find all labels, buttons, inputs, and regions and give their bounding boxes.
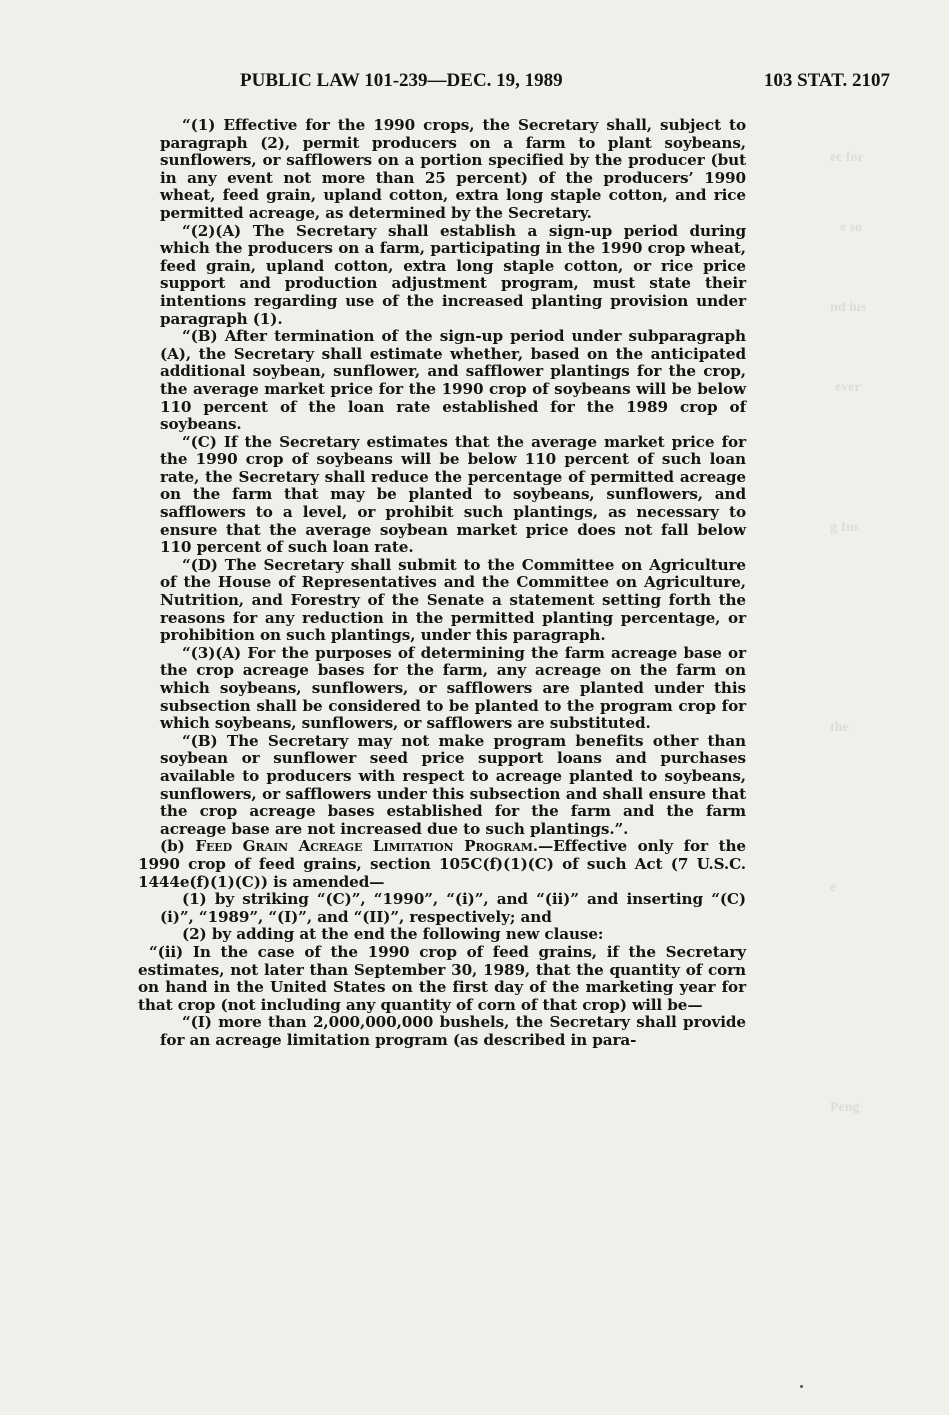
bleed-through: the [830,720,849,735]
bleed-through: Peng [830,1100,860,1115]
bleed-through: g Ins [830,520,860,535]
bleed-through: ever [835,380,861,395]
paragraph-2b: “(B) After termination of the sign-up period under subparagraph (A), the Secretary shall estimate whether, based on the anticipated additional soybean, sunflower, and safflower plantings for the crop, the average market price for the 1990 crop of soybeans will be below 110 percent of the loan rate established for the 1989 crop of soybeans. [160,327,746,434]
amendment-item-1: (1) by striking “(C)”, “1990”, “(i)”, and “(ii)” and inserting “(C)(i)”, “1989”, “(I)”, and “(II)”, respectively; and [160,890,746,926]
clause-ii: “(ii) In the case of the 1990 crop of feed grains, if the Secretary estimates, not later than September 30, 1989, that the quantity of corn on hand in the United States on the first day of the marketing year for that crop (not including any quantity of corn of that crop) will be— [138,942,746,1014]
bleed-through: e so [840,220,863,235]
paragraph-3b: “(B) The Secretary may not make program benefits other than soybean or sunflower seed price support loans and purchases available to producers with respect to acreage planted to soybeans, sunflowers, or safflowers under this subsection and shall ensure that the crop acreage bases established for the farm and the farm acreage base are not increased due to such plantings.”. [160,731,746,838]
bleed-through: nd ius [830,300,867,315]
section-b-heading: Feed Grain Acreage Limitation Program. [195,837,538,856]
page-header [240,70,890,98]
section-b-text: —Effective only for the 1990 crop of feed grains, section 105C(f)(1)(C) of such Act (7 U.S.C. 1444e(f)(1)(C)) is amended— [138,837,746,891]
paragraph-3a: “(3)(A) For the purposes of determining the farm acreage base or the crop acreage bases for the farm, any acreage on the farm on which soybeans, sunflowers, or safflowers are planted under this subsection shall be considered to be planted to the program crop for which soybeans, sunflowers, or safflowers are substituted. [160,643,746,733]
subclause-I: “(I) more than 2,000,000,000 bushels, the Secretary shall provide for an acreage limitation program (as described in para- [160,1013,746,1049]
document-body [138,116,746,1049]
amendment-item-2: (2) by adding at the end the following new clause: [182,925,604,944]
paragraph-2a: “(2)(A) The Secretary shall establish a sign-up period during which the producers on a farm, participating in the 1990 crop wheat, feed grain, upland cotton, extra long staple cotton, or rice price support and production adjustment program, must state their intentions regarding use of the increased planting provision under paragraph (1). [160,221,746,328]
scan-speck [800,1385,803,1388]
paragraph-1: “(1) Effective for the 1990 crops, the Secretary shall, subject to paragraph (2), permit producers on a farm to plant soybeans, sunflowers, or safflowers on a portion specified by the producer (but in any event not more than 25 percent) of the producers’ 1990 wheat, feed grain, upland cotton, extra long staple cotton, and rice permitted acreage, as determined by the Secretary. [160,116,746,222]
paragraph-2c: “(C) If the Secretary estimates that the average market price for the 1990 crop of soybeans will be below 110 percent of such loan rate, the Secretary shall reduce the percentage of permitted acreage on the farm that may be planted to soybeans, sunflowers, and safflowers to a level, or prohibit such plantings, as necessary to ensure that the average soybean market price does not fall below 110 percent of such loan rate. [160,432,746,557]
bleed-through: ec for [830,150,864,165]
header-stat-page: 103 STAT. 2107 [763,70,890,91]
paragraph-2d: “(D) The Secretary shall submit to the Committee on Agriculture of the House of Representatives and the Committee on Agriculture, Nutrition, and Forestry of the Senate a statement setting forth the reasons for any reduction in the permitted planting percentage, or prohibition on such plantings, under this paragraph. [160,555,746,645]
bleed-through: e [830,880,837,895]
section-b [138,838,746,891]
section-b-lead: (b) [160,837,185,856]
header-citation: PUBLIC LAW 101-239—DEC. 19, 1989 [240,70,563,91]
